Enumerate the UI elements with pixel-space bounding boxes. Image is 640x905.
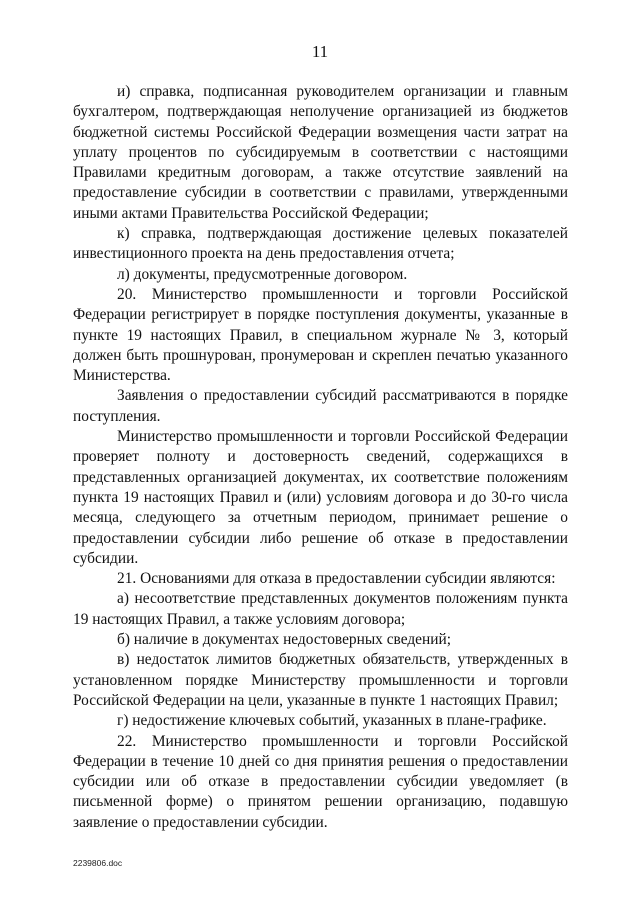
paragraph-item-a: а) несоответствие представленных документов положениям пункта 19 настоящих Правил, а также условиям договора;: [73, 590, 568, 628]
paragraph-section-22: 22. Министерство промышленности и торговли Российской Федерации в течение 10 дней со дня принятия решения о предоставлении субсидии или об отказе в предоставлении субсидии уведомляет (в письменной форме) о принятом решении организацию, подавшую заявление о предоставлении субсидии.: [73, 732, 568, 831]
paragraph-item-k: к) справка, подтверждающая достижение целевых показателей инвестиционного проекта на день предоставления отчета;: [73, 225, 568, 263]
paragraph-section-21: 21. Основаниями для отказа в предоставлении субсидии являются:: [117, 570, 556, 588]
paragraph-item-b: б) наличие в документах недостоверных сведений;: [117, 631, 451, 649]
paragraph-item-g: г) недостижение ключевых событий, указанных в плане-графике.: [117, 712, 547, 730]
paragraph-ministry-review: Министерство промышленности и торговли Российской Федерации проверяет полноту и достоверность сведений, содержащихся в представленных организацией документах, их соответствие положениям пункта 19 настоящих Правил и (или) условиям договора и до 30-го числа месяца, следующего за отчетным периодом, принимает решение о предоставлении субсидии либо решение об отказе в предоставлении субсидии.: [73, 428, 568, 567]
footer-filename: 2239806.doc: [73, 858, 123, 868]
paragraph-section-20: 20. Министерство промышленности и торговли Российской Федерации регистрирует в порядке поступления документы, указанные в пункте 19 настоящих Правил, в специальном журнале № 3, который должен быть прошнурован, пронумерован и скреплен печатью указанного Министерства.: [73, 285, 568, 385]
paragraph-item-l: л) документы, предусмотренные договором.: [117, 265, 408, 283]
page-number: 11: [311, 42, 329, 61]
paragraph-item-i: и) справка, подписанная руководителем организации и главным бухгалтером, подтверждающая неполучение организацией из бюджетов бюджетной системы Российской Федерации возмещения части затрат на уплату процентов по субсидируемым в соответствии с настоящими Правилами кредитным договорам, а также отсутствие заявлений на предоставление субсидии в соответствии с правилами, утвержденными иными актами Правительства Российской Федерации;: [73, 83, 568, 222]
document-body: [73, 82, 568, 833]
paragraph-applications-order: Заявления о предоставлении субсидий рассматриваются в порядке поступления.: [73, 387, 568, 425]
paragraph-item-v: в) недостаток лимитов бюджетных обязательств, утвержденных в установленном порядке Министерству промышленности и торговли Российской Федерации на цели, указанные в пункте 1 настоящих Правил;: [73, 651, 568, 709]
